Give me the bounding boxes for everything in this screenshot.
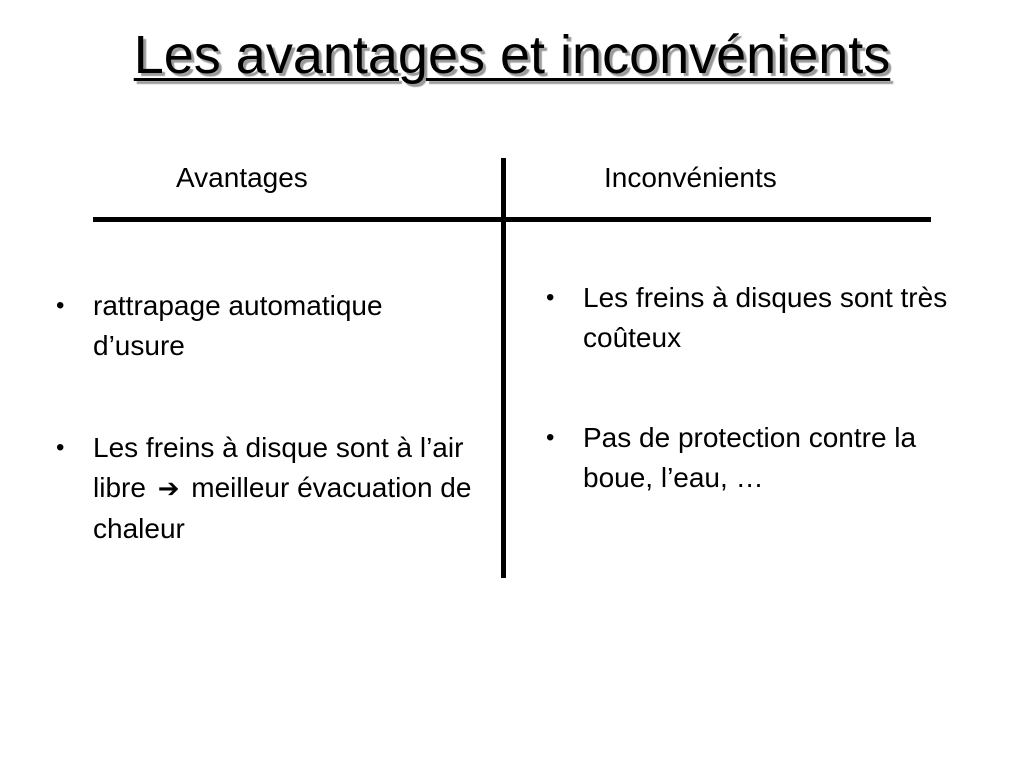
list-item (56, 286, 476, 366)
horizontal-divider (93, 217, 931, 222)
bullet-text: Les freins à disque sont à l’air libre (93, 432, 464, 503)
bullet-icon: • (546, 284, 555, 311)
list-item (546, 278, 986, 358)
bullet-text-continued: meilleur évacuation de chaleur (93, 472, 472, 544)
bullet-icon: • (56, 292, 65, 319)
slide-title: Les avantages et inconvénients (133, 25, 891, 85)
bullet-icon: • (56, 434, 65, 461)
inconvenients-list (546, 278, 986, 558)
bullet-text: rattrapage automatique d’usure (93, 290, 383, 361)
vertical-divider (501, 158, 506, 578)
bullet-text: Pas de protection contre la boue, l’eau, … (583, 422, 917, 493)
bullet-text: Les freins à disques sont très coûteux (583, 282, 948, 353)
list-item (546, 418, 986, 498)
avantages-list (56, 286, 476, 609)
list-item (56, 428, 476, 549)
right-arrow-icon: ➔ (157, 474, 180, 504)
column-heading-avantages: Avantages (176, 162, 308, 193)
bullet-icon: • (546, 424, 555, 451)
column-heading-inconvenients: Inconvénients (604, 162, 777, 193)
